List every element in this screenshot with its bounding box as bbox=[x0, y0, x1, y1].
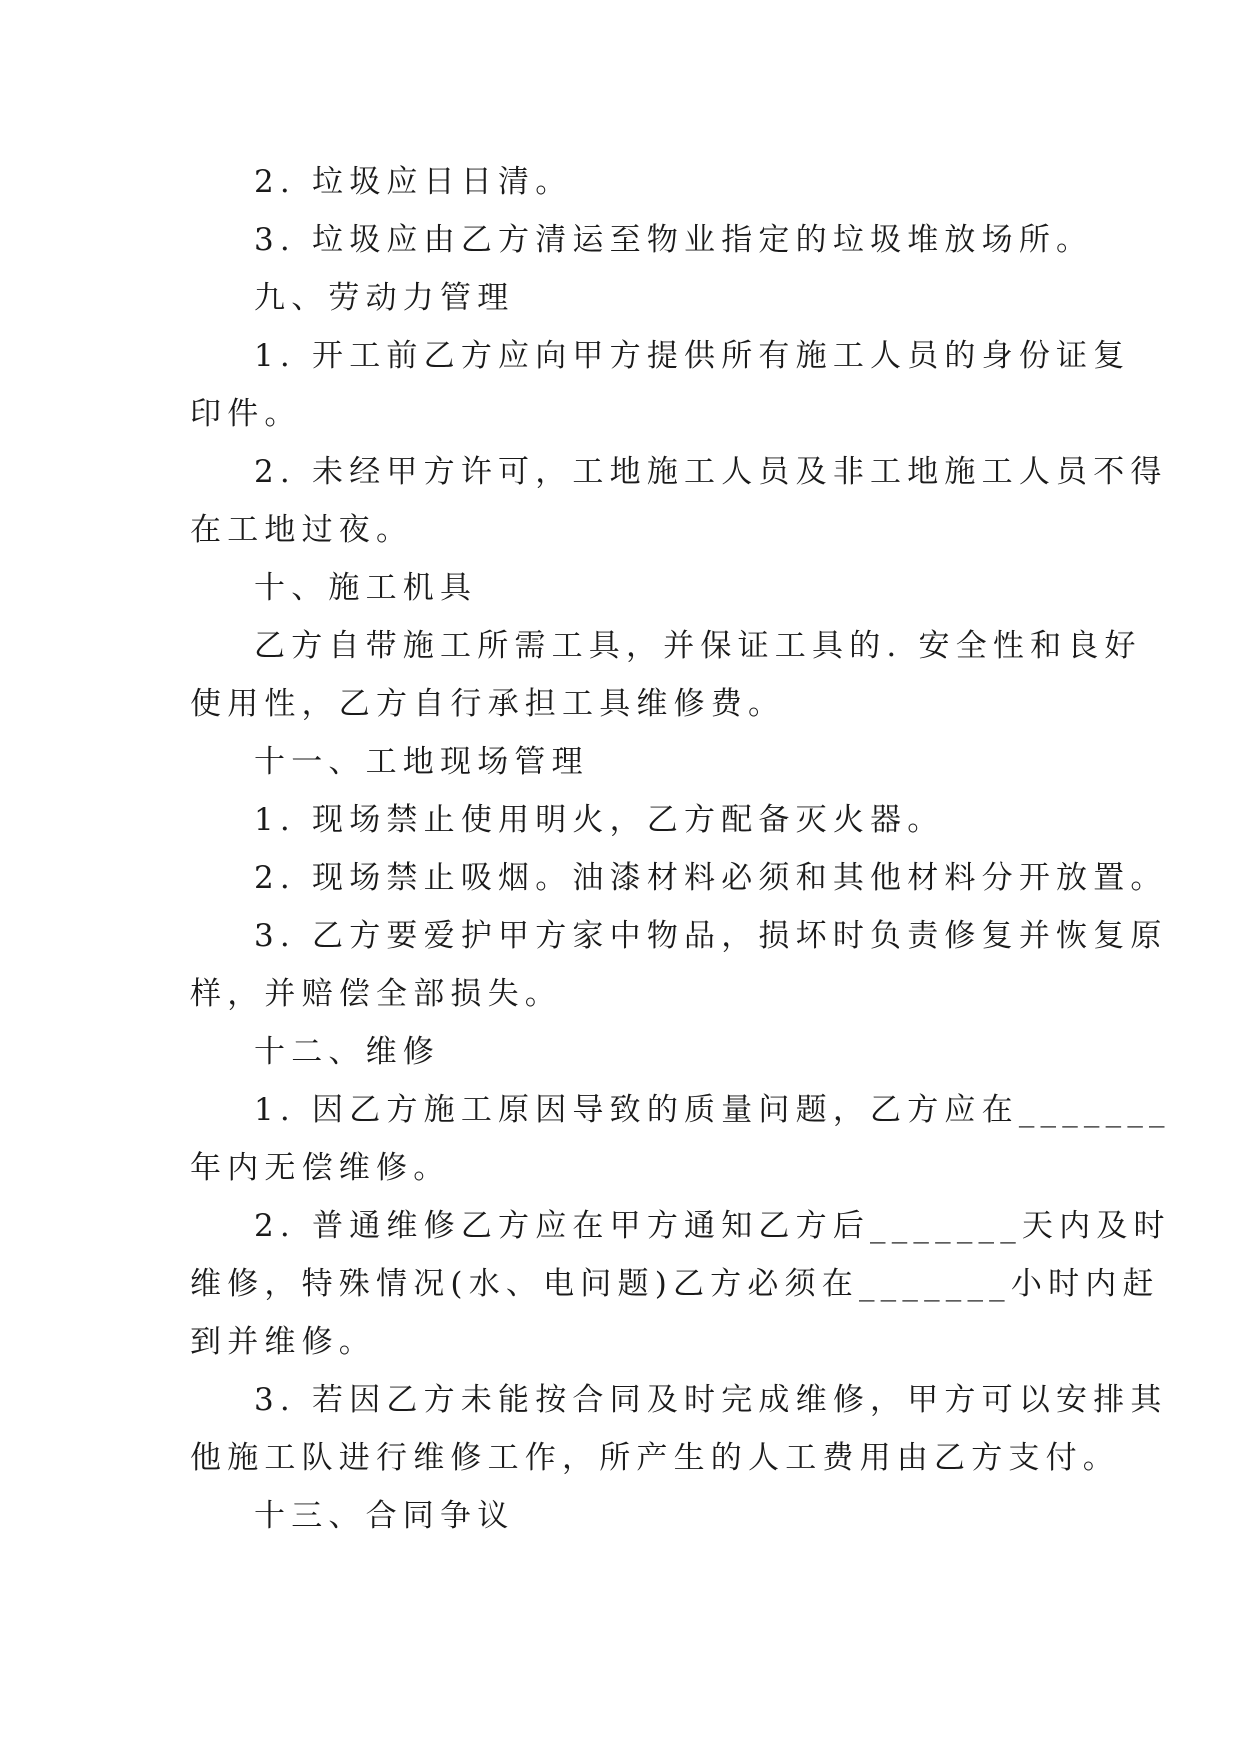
text-line: 2. 现场禁止吸烟。油漆材料必须和其他材料分开放置。 bbox=[254, 860, 1168, 896]
text-line: 印件。 bbox=[190, 396, 302, 432]
text-line: 3. 若因乙方未能按合同及时完成维修，甲方可以安排其 bbox=[254, 1382, 1168, 1418]
text-line: 在工地过夜。 bbox=[190, 512, 414, 548]
text-line: 2. 未经甲方许可，工地施工人员及非工地施工人员不得 bbox=[254, 454, 1168, 490]
section-heading: 十三、合同争议 bbox=[254, 1498, 515, 1534]
text-line: 2. 垃圾应日日清。 bbox=[254, 164, 573, 200]
text-line: 维修，特殊情况(水、电问题)乙方必须在_______小时内赶 bbox=[190, 1266, 1160, 1302]
document-body bbox=[190, 153, 1171, 1545]
text-line: 3. 垃圾应由乙方清运至物业指定的垃圾堆放场所。 bbox=[254, 222, 1094, 258]
section-heading: 十一、工地现场管理 bbox=[254, 744, 589, 780]
section-heading: 十二、维修 bbox=[254, 1034, 440, 1070]
section-heading: 十、施工机具 bbox=[254, 570, 478, 606]
text-line: 3. 乙方要爱护甲方家中物品，损坏时负责修复并恢复原 bbox=[254, 918, 1168, 954]
text-line: 使用性，乙方自行承担工具维修费。 bbox=[190, 686, 786, 722]
text-line: 年内无偿维修。 bbox=[190, 1150, 451, 1186]
text-line: 1. 开工前乙方应向甲方提供所有施工人员的身份证复 bbox=[254, 338, 1131, 374]
text-line: 乙方自带施工所需工具，并保证工具的. 安全性和良好 bbox=[254, 628, 1142, 664]
text-line: 他施工队进行维修工作，所产生的人工费用由乙方支付。 bbox=[190, 1440, 1120, 1476]
text-line: 1. 因乙方施工原因导致的质量问题，乙方应在_______ bbox=[254, 1092, 1171, 1128]
text-line: 2. 普通维修乙方应在甲方通知乙方后_______天内及时 bbox=[254, 1208, 1171, 1244]
text-line: 1. 现场禁止使用明火，乙方配备灭火器。 bbox=[254, 802, 945, 838]
section-heading: 九、劳动力管理 bbox=[254, 280, 515, 316]
text-line: 到并维修。 bbox=[190, 1324, 376, 1360]
text-line: 样，并赔偿全部损失。 bbox=[190, 976, 562, 1012]
